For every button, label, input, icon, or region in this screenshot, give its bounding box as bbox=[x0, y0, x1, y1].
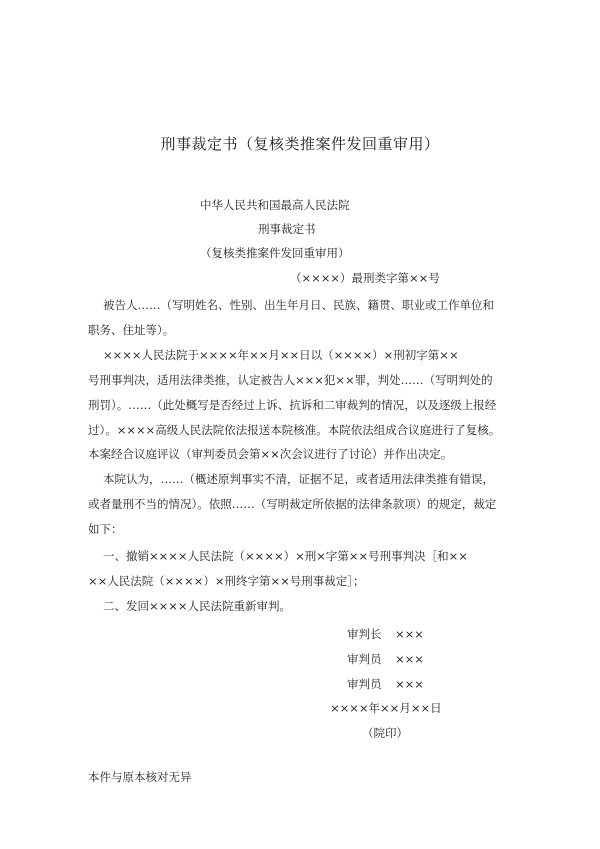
body-line: 二、发回××××人民法院重新审判。 bbox=[103, 599, 292, 613]
case-number: （××××）最刑类字第××号 bbox=[290, 271, 440, 285]
body-line: 刑罚）。……（此处概写是否经过上诉、抗诉和二审裁判的情况，以及逐级上报经 bbox=[88, 398, 497, 412]
body-line: 本院认为，……（概述原判事实不清，证据不足，或者适用法律类推有错误， bbox=[103, 472, 494, 486]
body-line: ××人民法院（××××）×刑终字第××号刑事裁定］； bbox=[88, 574, 365, 588]
document-title: 刑事裁定书（复核类推案件发回重审用） bbox=[160, 135, 440, 153]
signature-role: 审判员 bbox=[347, 652, 382, 666]
body-line: 过）。××××高级人民法院依法报送本院核准。本院依法组成合议庭进行了复核。 bbox=[88, 423, 501, 437]
body-line: 号刑事判决，适用法律类推，认定被告人×××犯××罪，判处……（写明判处的 bbox=[88, 373, 493, 387]
body-line: 一、撤销××××人民法院（××××）×刑×字第××号刑事判决［和×× bbox=[103, 549, 468, 563]
court-seal: （院印） bbox=[362, 726, 408, 740]
document-type: 刑事裁定书 bbox=[258, 222, 316, 236]
signature-name: ××× bbox=[395, 627, 424, 641]
footer-note: 本件与原本核对无异 bbox=[88, 770, 192, 784]
body-line: 本案经合议庭评议（审判委员会第××次会议进行了讨论）并作出决定。 bbox=[88, 447, 453, 461]
body-line: 如下： bbox=[88, 522, 123, 536]
body-line: ××××人民法院于××××年××月××日以（××××）×刑初字第×× bbox=[103, 348, 459, 362]
body-line: 职务、住址等）。 bbox=[88, 323, 175, 337]
signature-name: ××× bbox=[395, 677, 424, 691]
court-name: 中华人民共和国最高人民法院 bbox=[200, 198, 350, 212]
body-line: 或者量刑不当的情况）。依照……（写明裁定所依据的法律条款项）的规定，裁定 bbox=[88, 497, 497, 511]
body-line: 被告人……（写明姓名、性别、出生年月日、民族、籍贯、职业或工作单位和 bbox=[103, 298, 494, 312]
signature-name: ××× bbox=[395, 652, 424, 666]
judgment-date: ××××年××月××日 bbox=[330, 701, 442, 715]
signature-role: 审判长 bbox=[347, 627, 382, 641]
document-subtitle: （复核类推案件发回重审用） bbox=[200, 246, 350, 260]
signature-role: 审判员 bbox=[347, 677, 382, 691]
